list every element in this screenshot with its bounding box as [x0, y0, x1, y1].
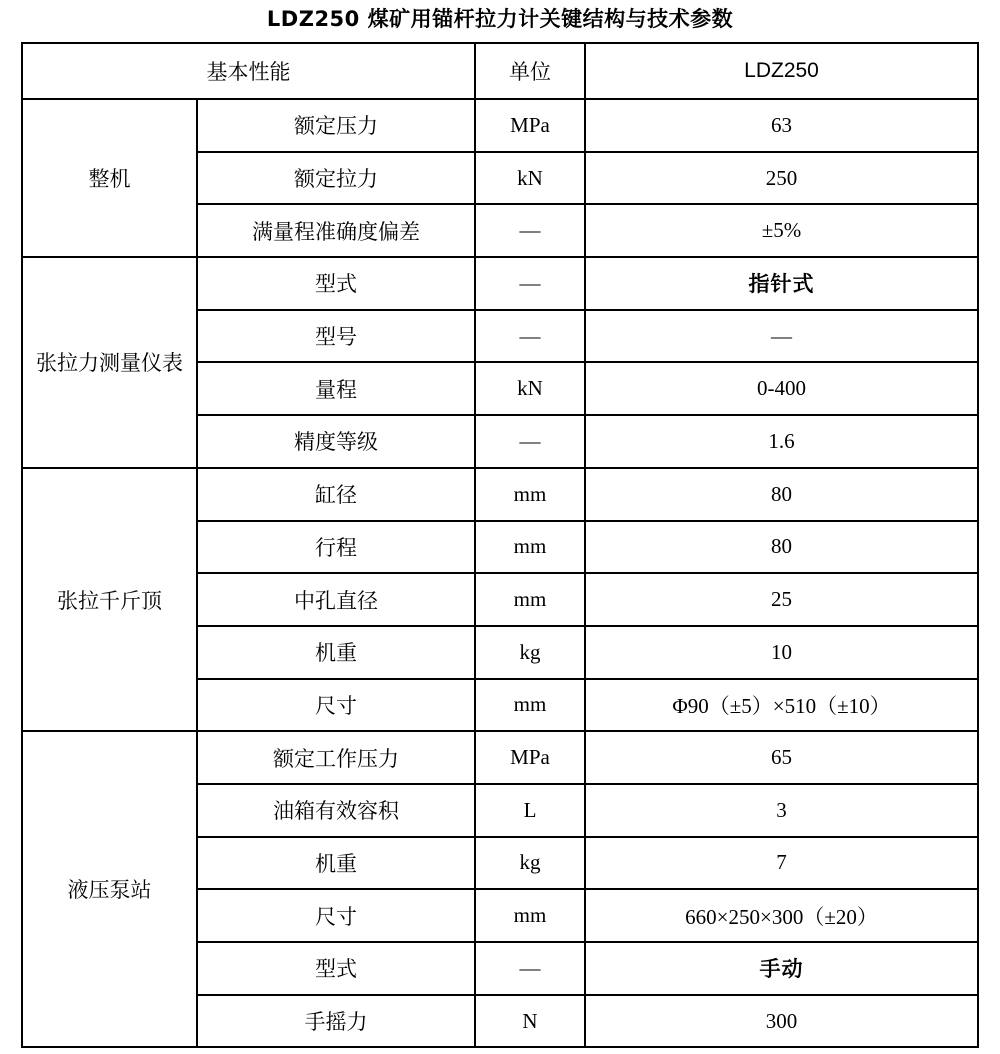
- unit-cell: MPa: [475, 731, 585, 784]
- group-label-hydraulic-pump-station: 液压泵站: [22, 731, 197, 1047]
- table-row: [22, 257, 978, 310]
- unit-cell: mm: [475, 521, 585, 574]
- unit-cell: —: [475, 942, 585, 995]
- group-label-whole-machine: 整机: [22, 99, 197, 257]
- unit-cell: kg: [475, 626, 585, 679]
- table-row: [22, 468, 978, 521]
- param-cell: 尺寸: [197, 679, 475, 732]
- value-cell: 7: [585, 837, 978, 890]
- param-cell: 型号: [197, 310, 475, 363]
- unit-cell: mm: [475, 679, 585, 732]
- param-cell: 满量程准确度偏差: [197, 204, 475, 257]
- param-cell: 油箱有效容积: [197, 784, 475, 837]
- value-cell: 手动: [585, 942, 978, 995]
- value-cell: 80: [585, 468, 978, 521]
- param-cell: 尺寸: [197, 889, 475, 942]
- page-title: LDZ250 煤矿用锚杆拉力计关键结构与技术参数: [266, 7, 734, 31]
- value-cell: 10: [585, 626, 978, 679]
- column-header-basic-performance: 基本性能: [22, 43, 475, 99]
- value-cell: 1.6: [585, 415, 978, 468]
- unit-cell: mm: [475, 889, 585, 942]
- param-cell: 机重: [197, 837, 475, 890]
- header-row: [22, 43, 978, 99]
- unit-cell: —: [475, 257, 585, 310]
- spec-table: [21, 42, 979, 1048]
- value-cell: —: [585, 310, 978, 363]
- param-cell: 额定压力: [197, 99, 475, 152]
- param-cell: 缸径: [197, 468, 475, 521]
- group-label-tension-gauge: 张拉力测量仪表: [22, 257, 197, 468]
- unit-cell: —: [475, 204, 585, 257]
- group-label-tension-jack: 张拉千斤顶: [22, 468, 197, 731]
- value-cell: 3: [585, 784, 978, 837]
- value-cell: 660×250×300（±20）: [585, 889, 978, 942]
- param-cell: 型式: [197, 257, 475, 310]
- unit-cell: N: [475, 995, 585, 1048]
- param-cell: 量程: [197, 362, 475, 415]
- unit-cell: mm: [475, 573, 585, 626]
- unit-cell: kN: [475, 362, 585, 415]
- unit-cell: L: [475, 784, 585, 837]
- unit-cell: kg: [475, 837, 585, 890]
- column-header-unit: 单位: [475, 43, 585, 99]
- param-cell: 中孔直径: [197, 573, 475, 626]
- value-cell: 指针式: [585, 257, 978, 310]
- value-cell: 80: [585, 521, 978, 574]
- unit-cell: —: [475, 415, 585, 468]
- value-cell: 65: [585, 731, 978, 784]
- unit-cell: kN: [475, 152, 585, 205]
- param-cell: 精度等级: [197, 415, 475, 468]
- unit-cell: MPa: [475, 99, 585, 152]
- value-cell: 250: [585, 152, 978, 205]
- param-cell: 机重: [197, 626, 475, 679]
- value-cell: Φ90（±5）×510（±10）: [585, 679, 978, 732]
- value-cell: 300: [585, 995, 978, 1048]
- value-cell: 25: [585, 573, 978, 626]
- param-cell: 额定工作压力: [197, 731, 475, 784]
- unit-cell: —: [475, 310, 585, 363]
- param-cell: 手摇力: [197, 995, 475, 1048]
- param-cell: 额定拉力: [197, 152, 475, 205]
- param-cell: 行程: [197, 521, 475, 574]
- param-cell: 型式: [197, 942, 475, 995]
- value-cell: ±5%: [585, 204, 978, 257]
- table-row: [22, 99, 978, 152]
- value-cell: 63: [585, 99, 978, 152]
- value-cell: 0-400: [585, 362, 978, 415]
- column-header-model: LDZ250: [585, 43, 978, 99]
- table-row: [22, 731, 978, 784]
- unit-cell: mm: [475, 468, 585, 521]
